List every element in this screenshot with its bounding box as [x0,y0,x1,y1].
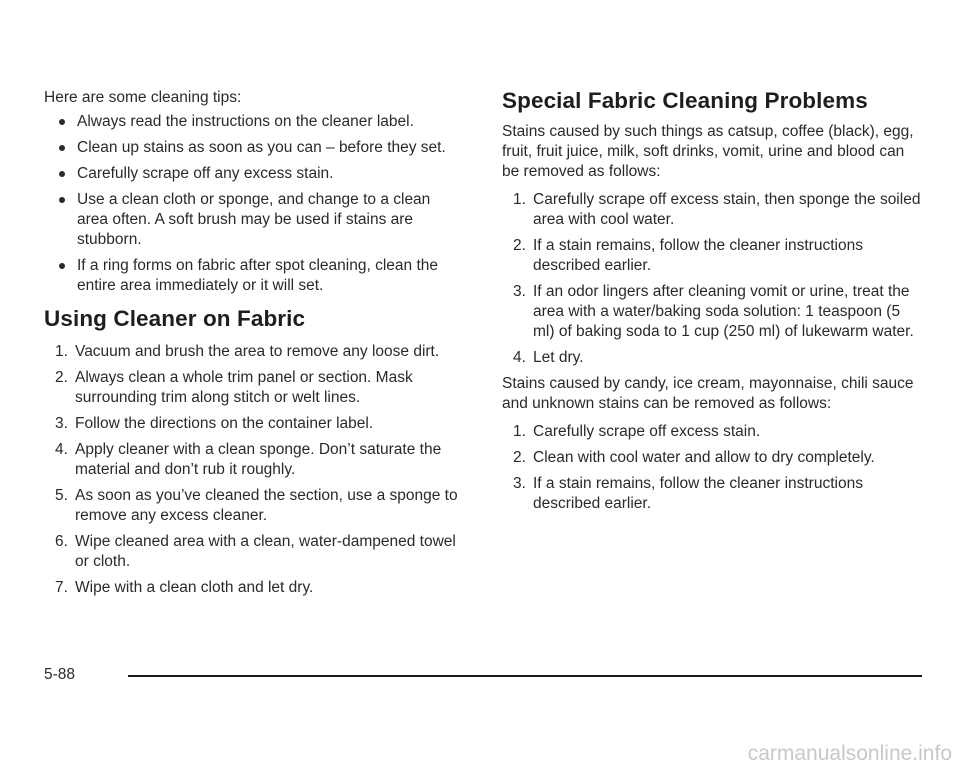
footer-divider [128,675,922,677]
list-item: 4. Let dry. [513,349,584,366]
watermark: carmanualsonline.info [747,742,952,765]
list-item: 3. If an odor lingers after cleaning vomit or urine, treat the area with a water/baking soda solution: 1 teaspoon (5 ml) of baking soda to 1 cup (250 ml) of lukewarm water. [513,283,914,340]
list-item: Carefully scrape off any excess stain. [44,164,464,184]
list-item: Clean up stains as soon as you can – before they set. [44,138,464,158]
list-item: 1. Vacuum and brush the area to remove any loose dirt. [55,343,440,360]
step-number: 3. [513,283,526,300]
step-number: 1. [513,423,526,440]
special-steps-list-1 [502,190,922,368]
cleaning-tips-list [44,112,464,296]
step-number: 4. [55,441,68,458]
bullet-icon [59,263,65,269]
step-number: 3. [55,415,68,432]
bullet-icon [59,171,65,177]
list-item: 7. Wipe with a clean cloth and let dry. [55,579,314,596]
list-item: 2. If a stain remains, follow the cleaner instructions described earlier. [513,237,863,274]
step-number: 1. [513,191,526,208]
step-number: 1. [55,343,68,360]
step-number: 4. [513,349,526,366]
special-steps-list-2 [502,422,922,514]
list-item: 4. Apply cleaner with a clean sponge. Don’t saturate the material and don’t rub it roughly. [55,441,442,478]
page-number: 5-88 [44,666,76,683]
stains-paragraph-1: Stains caused by such things as catsup, coffee (black), egg, fruit, fruit juice, milk, soft drinks, vomit, urine and blood can be removed as follows: [502,123,914,180]
list-item: 2. Always clean a whole trim panel or section. Mask surrounding trim along stitch or welt lines. [55,369,413,406]
list-item: If a ring forms on fabric after spot cleaning, clean the entire area immediately or it will set. [44,256,464,296]
section-heading-special-problems: Special Fabric Cleaning Problems [502,88,868,113]
stains-paragraph-2: Stains caused by candy, ice cream, mayonnaise, chili sauce and unknown stains can be removed as follows: [502,375,914,412]
step-number: 5. [55,487,68,504]
list-item: 1. Carefully scrape off excess stain, then sponge the soiled area with cool water. [513,191,921,228]
list-item: 5. As soon as you’ve cleaned the section, use a sponge to remove any excess cleaner. [55,487,458,524]
bullet-icon [59,145,65,151]
bullet-icon [59,197,65,203]
list-item: 3. Follow the directions on the container label. [55,415,374,432]
bullet-icon [59,119,65,125]
left-column [44,88,464,604]
section-heading-using-cleaner: Using Cleaner on Fabric [44,306,306,331]
list-item: Use a clean cloth or sponge, and change to a clean area often. A soft brush may be used if stains are stubborn. [44,190,464,250]
step-number: 3. [513,475,526,492]
list-item: 2. Clean with cool water and allow to dry completely. [513,449,875,466]
step-number: 7. [55,579,68,596]
list-item: 6. Wipe cleaned area with a clean, water-dampened towel or cloth. [55,533,456,570]
step-number: 2. [513,449,526,466]
cleaner-steps-list [44,342,464,598]
step-number: 6. [55,533,68,550]
list-item: 1. Carefully scrape off excess stain. [513,423,761,440]
list-item: 3. If a stain remains, follow the cleaner instructions described earlier. [513,475,863,512]
tips-intro: Here are some cleaning tips: [44,89,242,106]
step-number: 2. [513,237,526,254]
list-item: Always read the instructions on the cleaner label. [44,112,464,132]
step-number: 2. [55,369,68,386]
right-column [502,88,922,520]
